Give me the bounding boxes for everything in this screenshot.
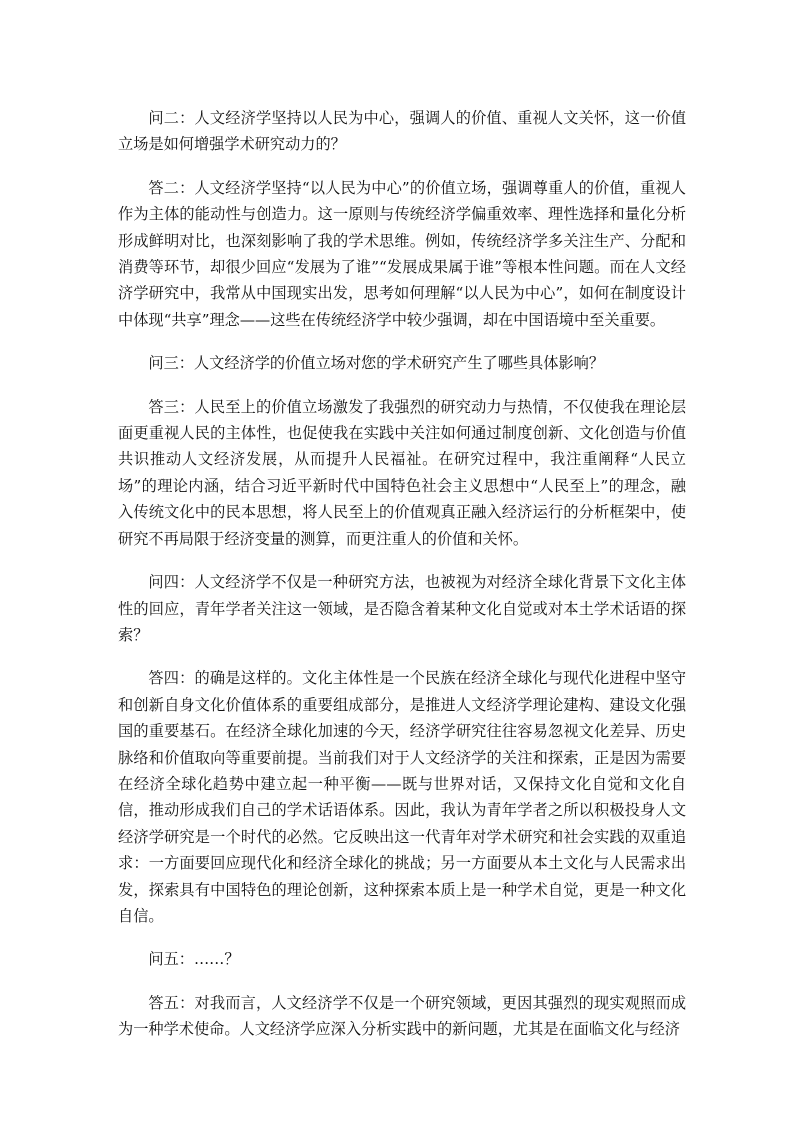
- document-body: [118, 105, 686, 1060]
- answer-four: 答四：的确是这样的。文化主体性是一个民族在经济全球化与现代化进程中坚守和创新自身文化价值体系的重要组成部分，是推进人文经济学理论建构、建设文化强国的重要基石。在经济全球化加速的今天，经济学研究往往容易忽视文化差异、历史脉络和价值取向等重要前提。当前我们对于人文经济学的关注和探索，正是因为需要在经济全球化趋势中建立起一种平衡——既与世界对话，又保持文化自觉和文化自信，推动形成我们自己的学术话语体系。因此，我认为青年学者之所以积极投身人文经济学研究是一个时代的必然。它反映出这一代青年对学术研究和社会实践的双重追求：一方面要回应现代化和经济全球化的挑战；另一方面要从本土文化与人民需求出发，探索具有中国特色的理论创新，这种探索本质上是一种学术自觉，更是一种文化自信。: [118, 669, 686, 925]
- question-three: 问三：人文经济学的价值立场对您的学术研究产生了哪些具体影响？: [148, 354, 605, 373]
- question-five: 问五：……？: [148, 950, 240, 969]
- answer-two: 答二：人文经济学坚持“以人民为中心”的价值立场，强调尊重人的价值，重视人作为主体的能动性与创造力。这一原则与传统经济学偏重效率、理性选择和量化分析形成鲜明对比，也深刻影响了我的学术思维。例如，传统经济学多关注生产、分配和消费等环节，却很少回应“发展为了谁”“发展成果属于谁”等根本性问题。而在人文经济学研究中，我常从中国现实出发，思考如何理解“以人民为中心”，如何在制度设计中体现“共享”理念——这些在传统经济学中较少强调，却在中国语境中至关重要。: [118, 178, 686, 329]
- question-four: 问四：人文经济学不仅是一种研究方法，也被视为对经济全球化背景下文化主体性的回应，青年学者关注这一领域，是否隐含着某种文化自觉或对本土学术话语的探索？: [118, 573, 686, 644]
- answer-three: 答三：人民至上的价值立场激发了我强烈的研究动力与热情，不仅使我在理论层面更重视人民的主体性，也促使我在实践中关注如何通过制度创新、文化创造与价值共识推动人文经济发展，从而提升人民福祉。在研究过程中，我注重阐释“人民立场”的理论内涵，结合习近平新时代中国特色社会主义思想中“人民至上”的理念，融入传统文化中的民本思想，将人民至上的价值观真正融入经济运行的分析框架中，使研究不再局限于经济变量的测算，而更注重人的价值和关怀。: [118, 397, 686, 548]
- question-two: 问二：人文经济学坚持以人民为中心，强调人的价值、重视人文关怀，这一价值立场是如何增强学术研究动力的？: [118, 109, 686, 154]
- answer-five: 答五：对我而言，人文经济学不仅是一个研究领域，更因其强烈的现实观照而成为一种学术使命。人文经济学应深入分析实践中的新问题，尤其是在面临文化与经济: [118, 993, 686, 1039]
